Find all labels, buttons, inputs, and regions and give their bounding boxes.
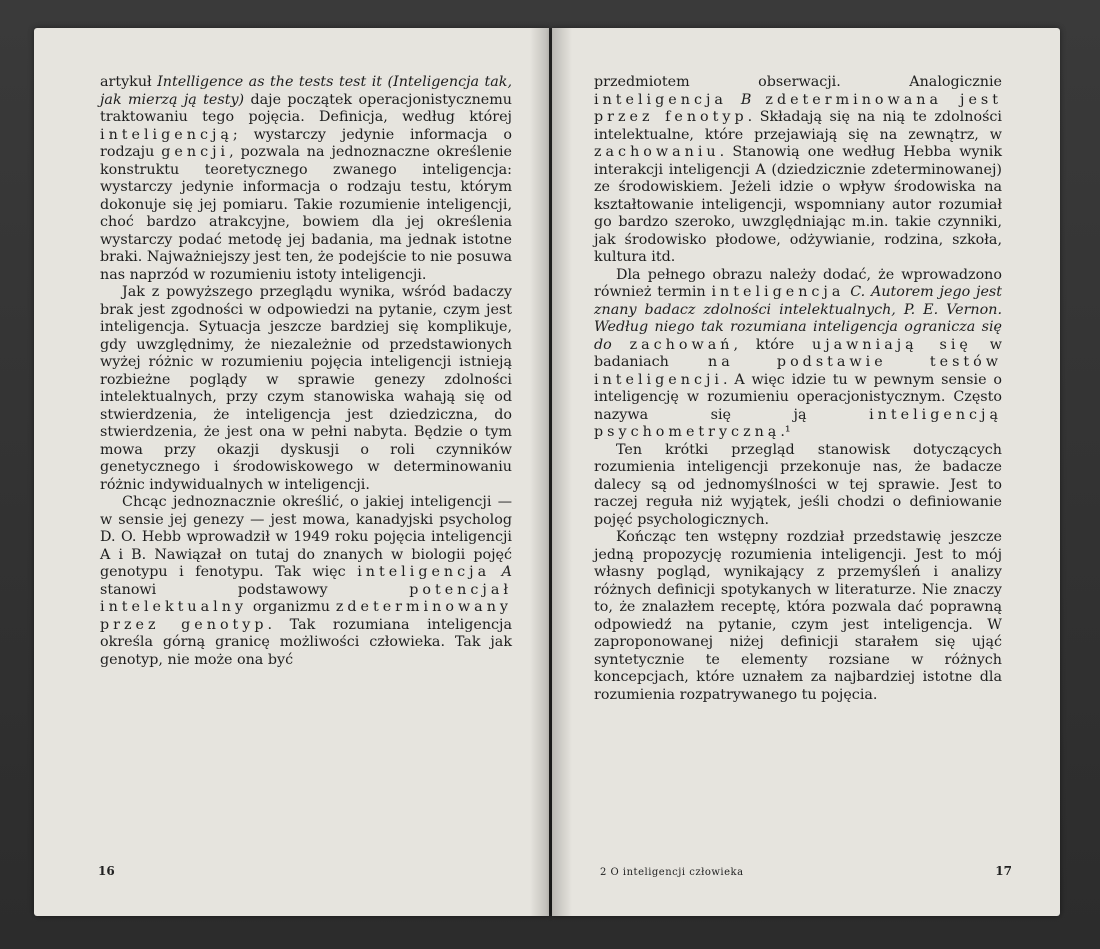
paragraph: Ten krótki przegląd stanowisk dotyczących rozumienia inteligencji przekonuje nas, że badacze dalecy są od jednomyślności w tej sprawie. Jest to raczej reguła niż wyjątek, jeśli chodzi o definiowanie pojęć psychologicznych. (594, 441, 1002, 528)
page-number: 17 (995, 864, 1012, 878)
book-gutter (530, 28, 572, 916)
paragraph: artykuł Intelligence as the tests test it (Inteligencja tak, jak mierzą ją testy) daje początek operacjonistycznemu traktowaniu tego pojęcia. Definicja, według której inteligencją; wystarczy jedynie informacja o rodzaju gencji, pozwala na jednoznaczne określenie konstruktu teoretycznego zwanego inteligencja: wystarczy jedynie informacja o rodzaju testu, którym dokonuje się jej pomiaru. Takie rozumienie inteligencji, choć bardzo atrakcyjne, bowiem dla jej określenia wystarczy podać metodę jej badania, ma jednak istotne braki. Najważniejszy jest ten, że podejście to nie posuwa nas naprzód w rozumieniu istoty inteligencji. (100, 74, 513, 283)
paragraph: Jak z powyższego przeglądu wynika, wśród badaczy brak jest zgodności w odpowiedzi na pytanie, czym jest inteligencja. Sytuacja jeszcze bardziej się komplikuje, gdy uwzględnimy, że niezależnie od przedstawionych wyżej różnic w rozumieniu pojęcia inteligencji istnieją rozbieżne poglądy w sprawie genezy zdolności intelektualnych, przy czym stanowiska wahają się od stwierdzenia, że inteligencja jest dziedziczna, do stwierdzenia, że jest ona w pełni nabyta. Będzie o tym mowa przy okazji dyskusji o roli czynników genetycznego i środowiskowego w determinowaniu różnic indywidualnych w inteligencji. (100, 284, 512, 493)
page-number: 16 (98, 864, 115, 878)
left-page-text (100, 74, 512, 669)
paragraph: Kończąc ten wstępny rozdział przedstawię jeszcze jedną propozycję rozumienia inteligencji. Jest to mój własny pogląd, wynikający z przemyśleń i analizy różnych definicji spotykanych w literaturze. Nie znaczy to, że znalazłem receptę, która pozwala dać poprawną odpowiedź na pytanie, czym jest inteligencja. W zaproponowanej niżej definicji starałem się ująć syntetycznie te elementy rozsiane w różnych koncepcjach, które uznałem za najbardziej istotne dla rozumienia rozpatrywanego tu pojęcia. (594, 529, 1002, 703)
printer-signature: 2 O inteligencji człowieka (600, 867, 744, 878)
paragraph: Dla pełnego obrazu należy dodać, że wprowadzono również termin inteligencja C. Autorem jego jest znany badacz zdolności intelektualnych, P. E. Vernon. Według niego tak rozumiana inteligencja ogranicza się do zachowań, które ujawniają się w badaniach na podstawie testów inteligencji. A więc idzie tu w pewnym sensie o inteligencję w rozumieniu operacjonistycznym. Często nazywa się ją inteligencją psychometryczną.¹ (594, 266, 1002, 440)
paragraph: przedmiotem obserwacji. Analogicznie inteligencja B zdeterminowana jest przez fenotyp. Składają się na nią te zdolności intelektualne, które przejawiają się na zewnątrz, w zachowaniu. Stanowią one według Hebba wynik interakcji inteligencji A (dziedzicznie zdeterminowanej) ze środowiskiem. Jeżeli idzie o wpływ środowiska na kształtowanie inteligencji, wspomniany autor rozumiał go bardzo szeroko, uwzględniając m.in. takie czynniki, jak środowisko płodowe, odżywianie, rodzina, szkoła, kultura itd. (594, 74, 1002, 265)
right-page-text (594, 74, 1002, 704)
left-page (34, 28, 549, 916)
paragraph: Chcąc jednoznacznie określić, o jakiej inteligencji — w sensie jej genezy — jest mowa, kanadyjski psycholog D. O. Hebb wprowadził w 1949 roku pojęcia inteligencji A i B. Nawiązał on tutaj do znanych w biologii pojęć genotypu i fenotypu. Tak więc inteligencja A stanowi podstawowy potencjał intelektualny organizmu zdeterminowany przez genotyp. Tak rozumiana inteligencja określa górną granicę możliwości człowieka. Tak jak genotyp, nie może ona być (100, 494, 512, 668)
right-page (552, 28, 1060, 916)
